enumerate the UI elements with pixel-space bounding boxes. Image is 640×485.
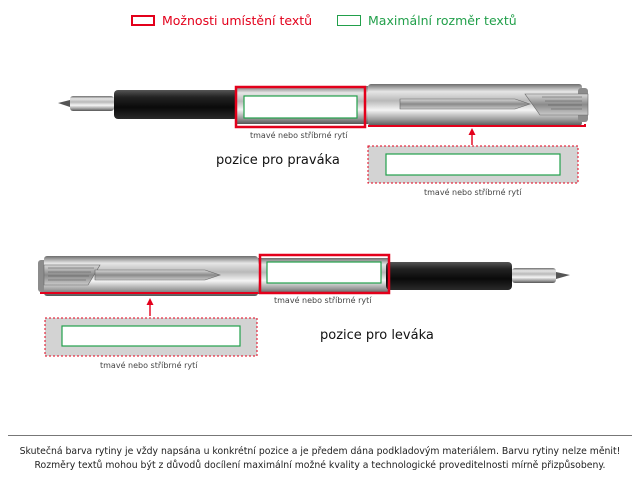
pen-clip [95, 270, 220, 280]
pen-cone [70, 96, 114, 111]
legend-placement-label: Možnosti umístění textů [162, 12, 313, 28]
cap-arrow-head [147, 298, 154, 305]
pen-grip [386, 262, 512, 290]
pen-tip [556, 272, 570, 279]
right-hand-heading: pozice pro praváka [216, 153, 340, 168]
legend-max-size-label: Maximální rozměr textů [368, 12, 517, 28]
barrel-max-text-area [244, 96, 357, 118]
pen-clip [400, 99, 530, 109]
barrel-max-text-area [267, 262, 381, 283]
pen-grip [114, 90, 238, 119]
left-cap-caption: tmavé nebo stříbrné rytí [100, 361, 198, 370]
pen-tip [58, 100, 70, 107]
footer-line-1: Skutečná barva rytiny je vždy napsána u konkrétní pozice a je předem dána podkladovým materiálem. Barvu rytiny nelze měnit! [19, 446, 621, 457]
right-barrel-caption: tmavé nebo stříbrné rytí [250, 131, 348, 140]
right-cap-caption: tmavé nebo stříbrné rytí [424, 188, 522, 197]
cap-max-text-area [62, 326, 240, 346]
left-barrel-caption: tmavé nebo stříbrné rytí [274, 296, 372, 305]
footer-divider [8, 435, 632, 436]
left-hand-heading: pozice pro leváka [320, 328, 434, 343]
pen-cone [512, 268, 556, 283]
footer-line-2: Rozměry textů mohou být z důvodů docílení maximální možné kvality a technologické proveditelnosti mírně přizpůsobeny. [34, 460, 606, 471]
cap-arrow-head [469, 128, 476, 135]
cap-max-text-area [386, 154, 560, 175]
